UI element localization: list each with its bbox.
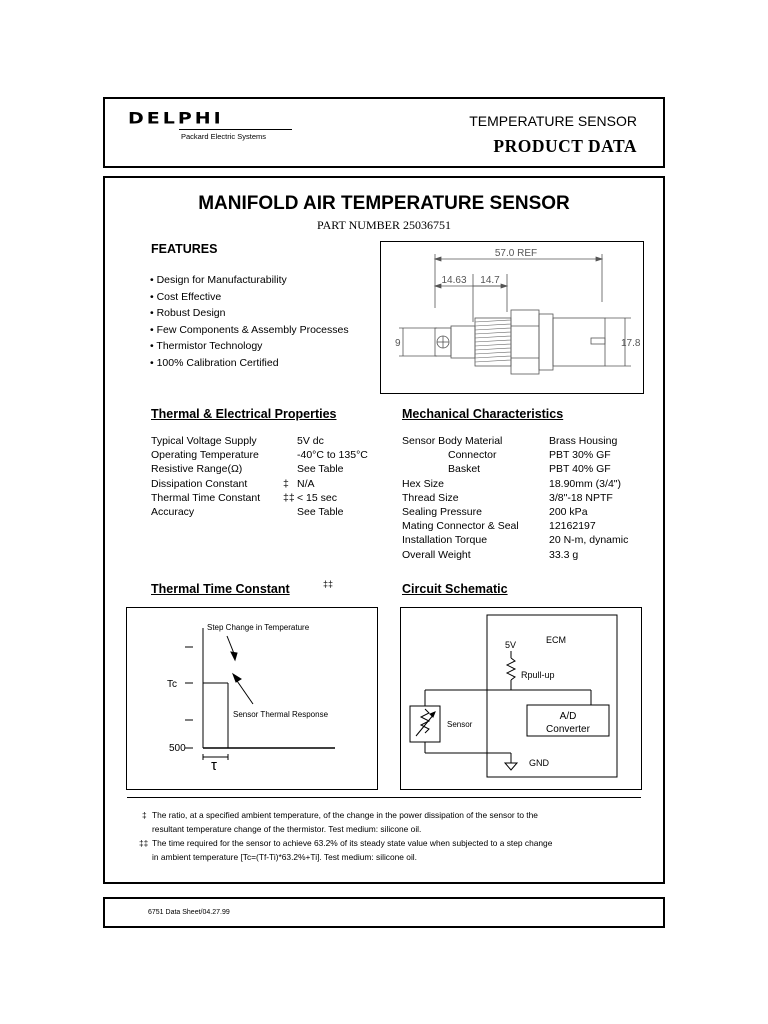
ttc-diagram xyxy=(126,607,378,790)
ttc-mark: ‡‡ xyxy=(323,579,334,589)
doc-type: TEMPERATURE SENSOR xyxy=(469,113,637,129)
ttc-arrowhead xyxy=(233,674,241,682)
feature-item: • Few Components & Assembly Processes xyxy=(150,323,349,336)
dim-arrow xyxy=(596,257,602,261)
left-height-label: 9 xyxy=(395,338,401,349)
mechanical-table xyxy=(402,434,652,562)
table-row: Thermal Time Constant ‡‡ < 15 sec xyxy=(151,491,337,504)
feature-item: • Cost Effective xyxy=(150,290,222,303)
connector-latch xyxy=(591,338,605,344)
table-row: Overall Weight 33.3 g xyxy=(402,548,579,561)
rpull-label: Rpull-up xyxy=(521,670,555,680)
v5-label: 5V xyxy=(505,640,517,650)
features-heading: FEATURES xyxy=(151,242,218,256)
table-row: Connector PBT 30% GF xyxy=(448,449,611,462)
thermal-props-heading: Thermal & Electrical Properties xyxy=(151,407,337,421)
ground-symbol xyxy=(505,763,517,770)
ttc-heading: Thermal Time Constant xyxy=(151,582,290,596)
table-row: Basket PBT 40% GF xyxy=(448,463,611,476)
hex-shape xyxy=(511,310,539,374)
right-height-label: 17.8 xyxy=(621,338,641,349)
sensor-drawing-svg xyxy=(381,242,643,393)
feature-item: • Robust Design xyxy=(150,307,226,320)
converter-label: Converter xyxy=(546,724,590,735)
table-row: Sealing Pressure 200 kPa xyxy=(402,506,588,519)
sensor-label: Sensor xyxy=(447,720,473,729)
logo-subtitle: Packard Electric Systems xyxy=(181,132,267,141)
ttc-diagram-svg xyxy=(127,608,377,789)
footer-text: 6751 Data Sheet/04.27.99 xyxy=(148,909,230,916)
table-row: Resistive Range(Ω) See Table xyxy=(151,463,344,476)
table-row: Mating Connector & Seal 12162197 xyxy=(402,520,596,533)
ad-label: A/D xyxy=(559,711,577,722)
collar-shape xyxy=(539,314,553,370)
footnotes xyxy=(139,808,552,864)
thermal-props-table xyxy=(151,434,391,519)
dim-arrow xyxy=(435,257,441,261)
ttc-base-label: 500 xyxy=(169,743,186,754)
ttc-response-arrow xyxy=(235,678,253,704)
mechanical-heading: Mechanical Characteristics xyxy=(402,407,564,421)
connector-shape xyxy=(553,318,605,366)
table-row: Hex Size 18.90mm (3/4") xyxy=(402,477,622,490)
overall-dim-label: 57.0 REF xyxy=(494,248,538,259)
circuit-diagram-svg xyxy=(401,608,641,789)
footnote: ‡ The ratio, at a specified ambient temperature, of the change in the power dissipation of the sensor to the resultant temperature change of the thermistor. Test medium: silicone oil. xyxy=(142,810,538,834)
circuit-diagram xyxy=(400,607,642,790)
shoulder-shape xyxy=(451,326,475,358)
ttc-step-label: Step Change in Temperature xyxy=(207,623,310,632)
feature-item: • Thermistor Technology xyxy=(150,340,263,353)
ttc-response-label: Sensor Thermal Response xyxy=(233,710,329,719)
ttc-tau-label: τ xyxy=(211,757,217,774)
table-row: Sensor Body Material Brass Housing xyxy=(402,435,618,447)
doc-subtitle: PRODUCT DATA xyxy=(493,136,637,156)
table-row: Operating Temperature -40°C to 135°C xyxy=(151,449,368,462)
delphi-logo: DELPHI xyxy=(128,109,224,128)
pullup-resistor xyxy=(507,658,515,680)
notes-divider xyxy=(127,797,641,798)
dim-arrow xyxy=(435,284,441,288)
features-list xyxy=(150,272,349,372)
page-title: MANIFOLD AIR TEMPERATURE SENSOR xyxy=(198,193,570,214)
ttc-tc-label: Tc xyxy=(167,679,177,690)
circuit-heading: Circuit Schematic xyxy=(402,582,508,596)
table-row: Installation Torque 20 N-m, dynamic xyxy=(402,534,629,547)
sensor-drawing xyxy=(380,241,644,394)
table-row: Accuracy See Table xyxy=(151,506,344,519)
main-box xyxy=(103,176,665,884)
ecm-label: ECM xyxy=(546,635,566,645)
header-box xyxy=(103,97,665,168)
ttc-arrowhead xyxy=(231,652,237,660)
dim1-label: 14.63 xyxy=(441,275,467,286)
table-row: Typical Voltage Supply 5V dc xyxy=(151,435,324,447)
feature-item: • Design for Manufacturability xyxy=(150,274,287,286)
part-number: PART NUMBER 25036751 xyxy=(317,218,451,232)
gnd-label: GND xyxy=(529,758,549,768)
dim2-label: 14.7 xyxy=(480,275,500,286)
table-row: Thread Size 3/8"-18 NPTF xyxy=(402,491,613,504)
table-row: Dissipation Constant ‡ N/A xyxy=(151,477,315,490)
footer-box xyxy=(103,897,665,928)
logo-underline xyxy=(179,129,292,130)
footnote: ‡‡ The time required for the sensor to achieve 63.2% of its steady state value when subjected to a step change in ambient temperature [Tc=(Tf-Ti)*63.2%+Ti]. Test medium: silicone oil. xyxy=(139,838,553,862)
feature-item: • 100% Calibration Certified xyxy=(150,356,279,369)
